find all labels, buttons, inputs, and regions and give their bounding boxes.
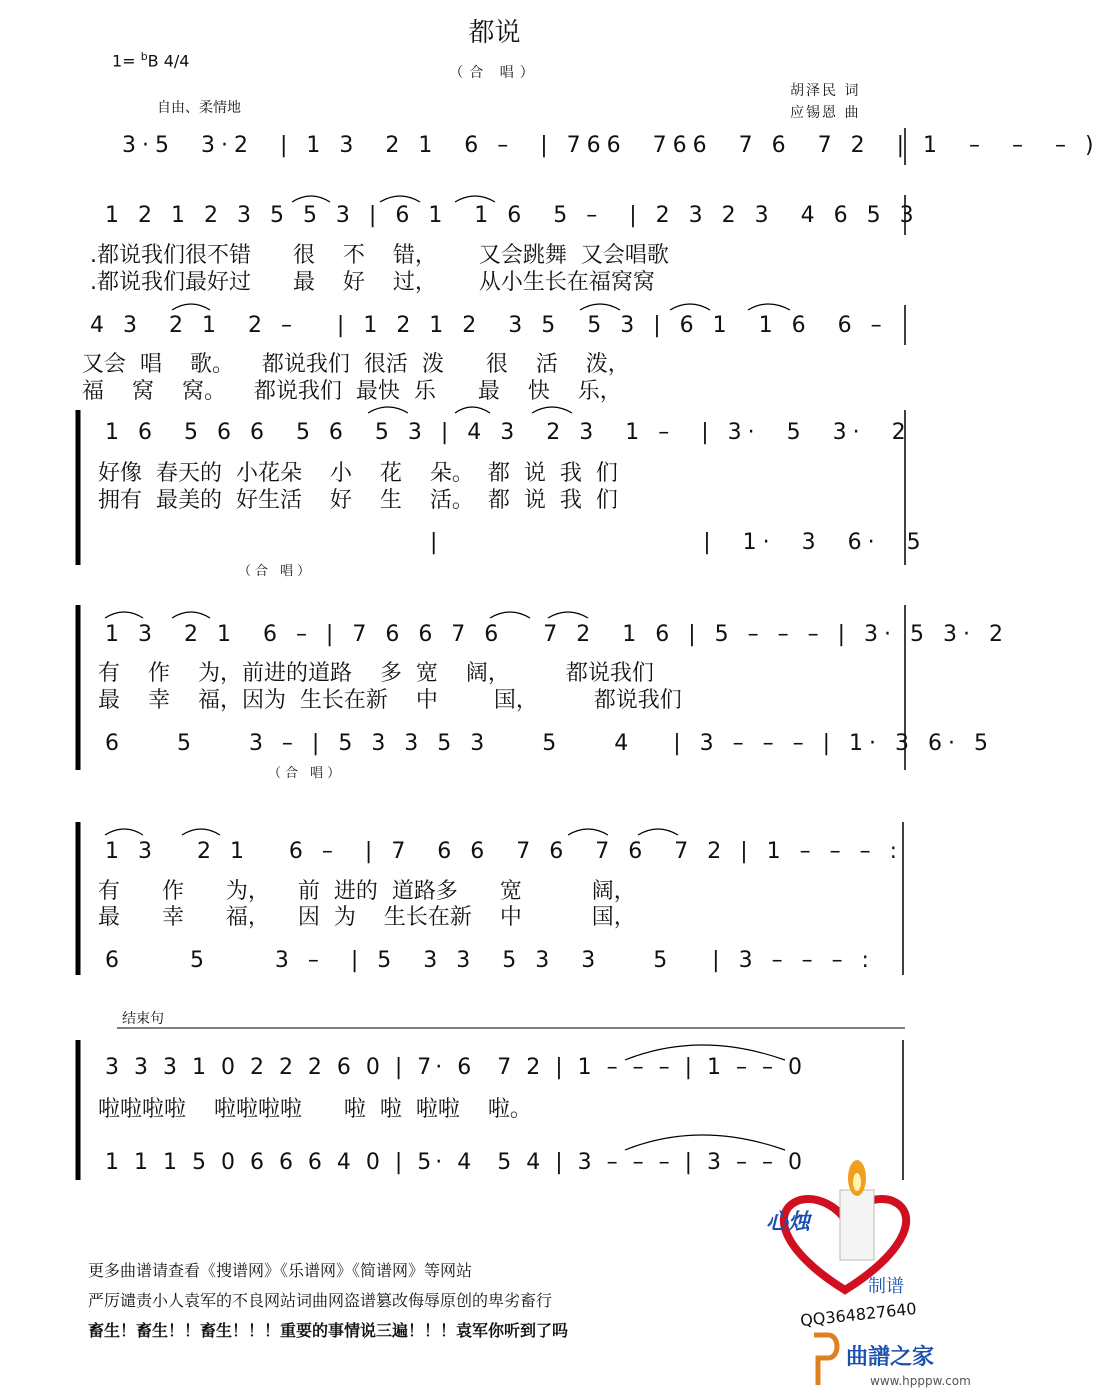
watermark-brand: 心烛 xyxy=(766,1209,811,1235)
system-3-lyric-1: 好像 春天的 小花朵 小 花 朵。 都 说 我 们 xyxy=(98,461,618,486)
watermark-qq: QQ364827640 xyxy=(799,1298,918,1331)
footer-line-3: 畜生！畜生！！畜生！！！重要的事情说三遍！！！袁军你听到了吗 xyxy=(88,1321,569,1340)
watermark-made: 制谱 xyxy=(868,1276,904,1297)
system-2-lyric-1: 又会 唱 歌。 都说我们 很活 泼 很 活 泼， xyxy=(82,352,630,377)
site-name: 曲譜之家 xyxy=(846,1345,935,1370)
footer-line-2: 严厉谴责小人袁军的不良网站词曲网盗谱篡改侮辱原创的卑劣畜行 xyxy=(88,1291,553,1310)
system-6-lower-notes: 1 1 1 5 0 6 6 6 4 0 | 5· 4 5 4 | 3 – – – | 3 – – 0 xyxy=(105,1150,807,1175)
system-5-lower-notes: 6 5 3 – | 5 3 3 5 3 3 5 | 3 – – – : xyxy=(105,948,875,973)
system-3-lower-notes: | | 1· 3 6· 5 xyxy=(430,530,927,555)
system-6-lyric-1: 啦啦啦啦 啦啦啦啦 啦 啦 啦啦 啦。 xyxy=(98,1097,532,1122)
system-5-lyric-2: 最 幸 福， 因 为 生长在新 中 国， xyxy=(98,905,636,930)
system-4-lyric-2: 最 幸 福，因为 生长在新 中 国， 都说我们 xyxy=(98,688,682,713)
system-4-choir-label: （合 唱） xyxy=(268,766,345,781)
system-0-notes: 3·5 3·2 | 1 3 2 1 6 – | 766 766 7 6 7 2 | 1 – – – ) xyxy=(122,133,1100,158)
site-logo-icon xyxy=(808,1330,844,1390)
system-1-lyric-2: .都说我们最好过 最 好 过， 从小生长在福窝窝 xyxy=(90,270,655,295)
system-3-choir-label: （合 唱） xyxy=(238,564,315,579)
key-rest: B 4/4 xyxy=(147,51,190,71)
song-title: 都说 xyxy=(468,18,521,48)
site-url: www.hpppw.com xyxy=(870,1374,971,1388)
system-2-lyric-2: 福 窝 窝。 都说我们 最快 乐 最 快 乐， xyxy=(82,379,622,404)
tempo-marking: 自由、柔情地 xyxy=(157,100,241,116)
song-subtitle: （合 唱） xyxy=(449,65,540,81)
key-flat: b xyxy=(140,50,148,63)
system-1-lyric-1: .都说我们很不错 很 不 错， 又会跳舞 又会唱歌 xyxy=(90,243,669,268)
ending-heading: 结束句 xyxy=(122,1011,164,1027)
system-4-notes: 1 3 2 1 6 – | 7 6 6 7 6 7 2 1 6 | 5 – – – | 3· 5 3· 2 xyxy=(105,622,1009,647)
system-5-lyric-1: 有 作 为， 前 进的 道路多 宽 阔， xyxy=(98,879,636,904)
lyricist-credit: 胡泽民 词 xyxy=(790,83,861,99)
system-3-lyric-2: 拥有 最美的 好生活 好 生 活。 都 说 我 们 xyxy=(98,488,618,513)
system-4-lower-notes: 6 5 3 – | 5 3 3 5 3 5 4 | 3 – – – | 1· 3 6· 5 xyxy=(105,731,994,756)
footer-line-1: 更多曲谱请查看《搜谱网》《乐谱网》《简谱网》等网站 xyxy=(88,1261,473,1280)
system-5-notes: 1 3 2 1 6 – | 7 6 6 7 6 7 6 7 2 | 1 – – – : xyxy=(105,839,903,864)
composer-credit: 应锡恩 曲 xyxy=(790,105,861,121)
system-2-notes: 4 3 2 1 2 – | 1 2 1 2 3 5 5 3 | 6 1 1 6 6 – xyxy=(90,313,888,338)
system-1-notes: 1 2 1 2 3 5 5 3 | 6 1 1 6 5 – | 2 3 2 3 4 6 5 3 xyxy=(105,203,920,228)
key-prefix: 1= xyxy=(112,51,136,71)
system-6-notes: 3 3 3 1 0 2 2 2 6 0 | 7· 6 7 2 | 1 – – – | 1 – – 0 xyxy=(105,1055,807,1080)
system-3-notes: 1 6 5 6 6 5 6 5 3 | 4 3 2 3 1 – | 3· 5 3· 2 xyxy=(105,420,912,445)
system-4-lyric-1: 有 作 为，前进的道路 多 宽 阔， 都说我们 xyxy=(98,661,654,686)
